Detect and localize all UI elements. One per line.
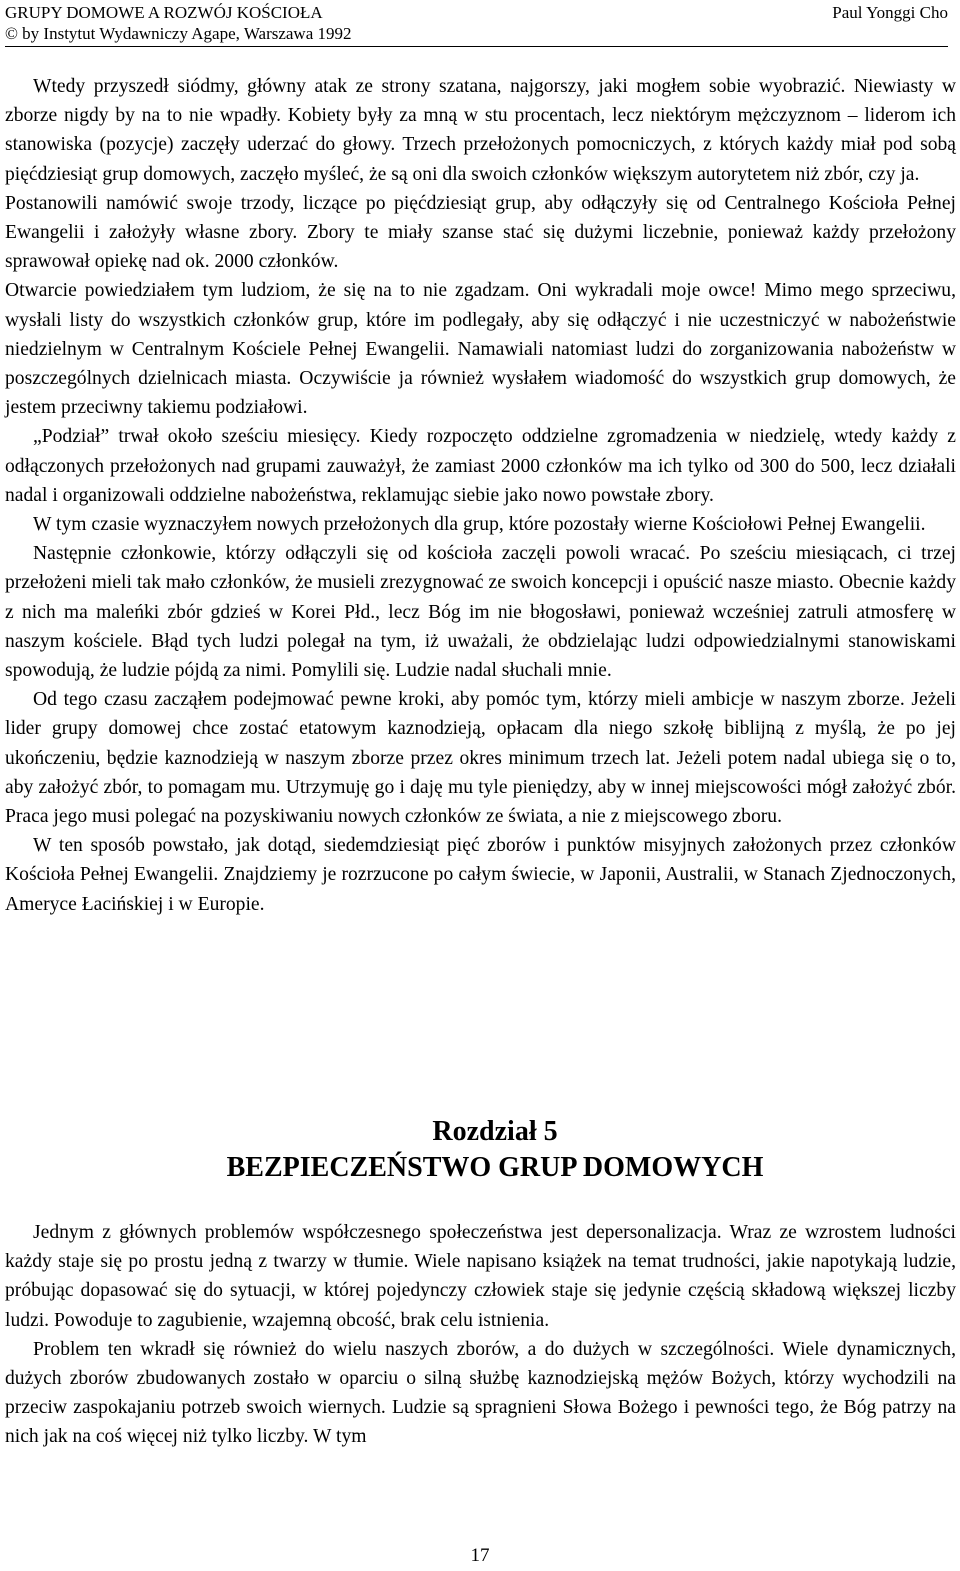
chapter-number: Rozdział 5 bbox=[432, 1116, 558, 1147]
main-text bbox=[5, 72, 956, 919]
paragraph-1: Wtedy przyszedł siódmy, główny atak ze strony szatana, najgorszy, jaki mogłem sobie wyobrazić. Niewiasty w zborze nigdy by na to nie wpadły. Kobiety były za mną w stu procentach, lecz niektórym mężczyznom – liderom ich stanowiska (pozycje) zaczęły uderzać do głowy. Trzech przełożonych pomocniczych, z których każdy miał pod sobą pięćdziesiąt grup domowych, zaczęło myśleć, że są oni dla swoich członków większym autorytetem niż zbór, czy ja. bbox=[5, 76, 956, 185]
chapter-title: BEZPIECZEŃSTWO GRUP DOMOWYCH bbox=[226, 1152, 764, 1183]
paragraph-6: Następnie członkowie, którzy odłączyli się od kościoła zaczęli powoli wracać. Po sześciu miesiącach, ci trzej przełożeni mieli tak mało członków, że musieli zrezygnować ze swoich koncepcji i opuścić nasze miasto. Obecnie każdy z nich ma maleńki zbór gdzieś w Korei Płd., lecz Bóg im nie błogosławi, ponieważ wcześniej zatruli atmosferę w naszym kościele. Błąd tych ludzi polegał na tym, iż uważali, że obdzielając ludzi odpowiedzialnymi stanowiskami spowodują, że ludzie pójdą za nimi. Pomylili się. Ludzie nadal słuchali mnie. bbox=[5, 543, 956, 682]
chapter-heading bbox=[0, 1114, 960, 1186]
book-title: GRUPY DOMOWE A ROZWÓJ KOŚCIOŁA bbox=[5, 3, 323, 22]
paragraph-4: „Podział” trwał około sześciu miesięcy. Kiedy rozpoczęto oddzielne zgromadzenia w niedzielę, wtedy każdy z odłączonych przełożonych nad grupami zauważył, że zamiast 2000 członków ma ich tylko od 300 do 500, lecz działali nadal i organizowali oddzielne nabożeństwa, reklamując siebie jako nowo powstałe zbory. bbox=[5, 426, 956, 506]
paragraph-2: Postanowili namówić swoje trzody, liczące po pięćdziesiąt grup, aby odłączyły się od Centralnego Kościoła Pełnej Ewangelii i założyły własne zbory. Zbory te miały szanse stać się dużymi liczebnie, ponieważ każdy przełożony sprawował opiekę nad ok. 2000 członków. bbox=[5, 192, 956, 273]
chapter-paragraph-1: Jednym z głównych problemów współczesnego społeczeństwa jest depersonalizacja. Wraz ze wzrostem ludności każdy staje się po prostu jedną z twarzy w tłumie. Wiele napisano książek na temat trudności, jakie napotykają ludzie, próbując dopasować się do sytuacji, w której pojedynczy człowiek staje się jedynie częścią składową większej liczby ludzi. Powoduje to zagubienie, wzajemną obcość, brak celu istnienia. bbox=[5, 1222, 956, 1331]
author-name: Paul Yonggi Cho bbox=[832, 3, 948, 22]
paragraph-3: Otwarcie powiedziałem tym ludziom, że się na to nie zgadzam. Oni wykradali moje owce! Mimo mego sprzeciwu, wysłali listy do wszystkich członków grup, które im podlegały, aby się odłączyć i nie uczestniczyć w nabożeństwie niedzielnym w Centralnym Kościele Pełnej Ewangelii. Namawiali natomiast ludzi do zorganizowania nabożeństw w poszczególnych dzielnicach miasta. Oczywiście ja również wysłałem wiadomość do wszystkich grup domowych, że jestem przeciwny takiemu podziałowi. bbox=[5, 280, 956, 419]
chapter-paragraph-2: Problem ten wkradł się również do wielu naszych zborów, a do dużych w szczególności. Wiele dynamicznych, dużych zborów zbudowanych zostało w oparciu o silną służbę kaznodziejską mężów Bożych, którzy wychodzili na przeciw zaspokajaniu potrzeb swoich wiernych. Ludzie są spragnieni Słowa Bożego i pewności tego, że Bóg patrzy na nich jak na coś więcej niż tylko liczby. W tym bbox=[5, 1338, 956, 1448]
copyright-line: © by Instytut Wydawniczy Agape, Warszawa 1992 bbox=[5, 24, 352, 43]
paragraph-8: W ten sposób powstało, jak dotąd, siedemdziesiąt pięć zborów i punktów misyjnych założonych przez członków Kościoła Pełnej Ewangelii. Znajdziemy je rozrzucone po całym świecie, w Japonii, Australii, w Stanach Zjednoczonych, Ameryce Łacińskiej i w Europie. bbox=[5, 835, 956, 915]
paragraph-5: W tym czasie wyznaczyłem nowych przełożonych dla grup, które pozostały wierne Kościołowi Pełnej Ewangelii. bbox=[33, 514, 926, 536]
page-header bbox=[5, 2, 948, 47]
page-number: 17 bbox=[470, 1545, 490, 1566]
chapter-text bbox=[5, 1218, 956, 1452]
paragraph-7: Od tego czasu zacząłem podejmować pewne kroki, aby pomóc tym, którzy mieli ambicje w naszym zborze. Jeżeli lider grupy domowej chce zostać etatowym kaznodzieją, opłacam dla niego szkołę biblijną z myślą, że po jej ukończeniu, będzie kaznodzieją w naszym zborze przez okres minimum trzech lat. Jeżeli potem nadal ubiega się o to, aby założyć zbór, to pomagam mu. Utrzymuję go i daję mu tyle pieniędzy, aby w innej miejscowości mógł założyć zbór. Praca jego musi polegać na pozyskiwaniu nowych członków ze świata, a nie z miejscowego zboru. bbox=[5, 689, 956, 828]
